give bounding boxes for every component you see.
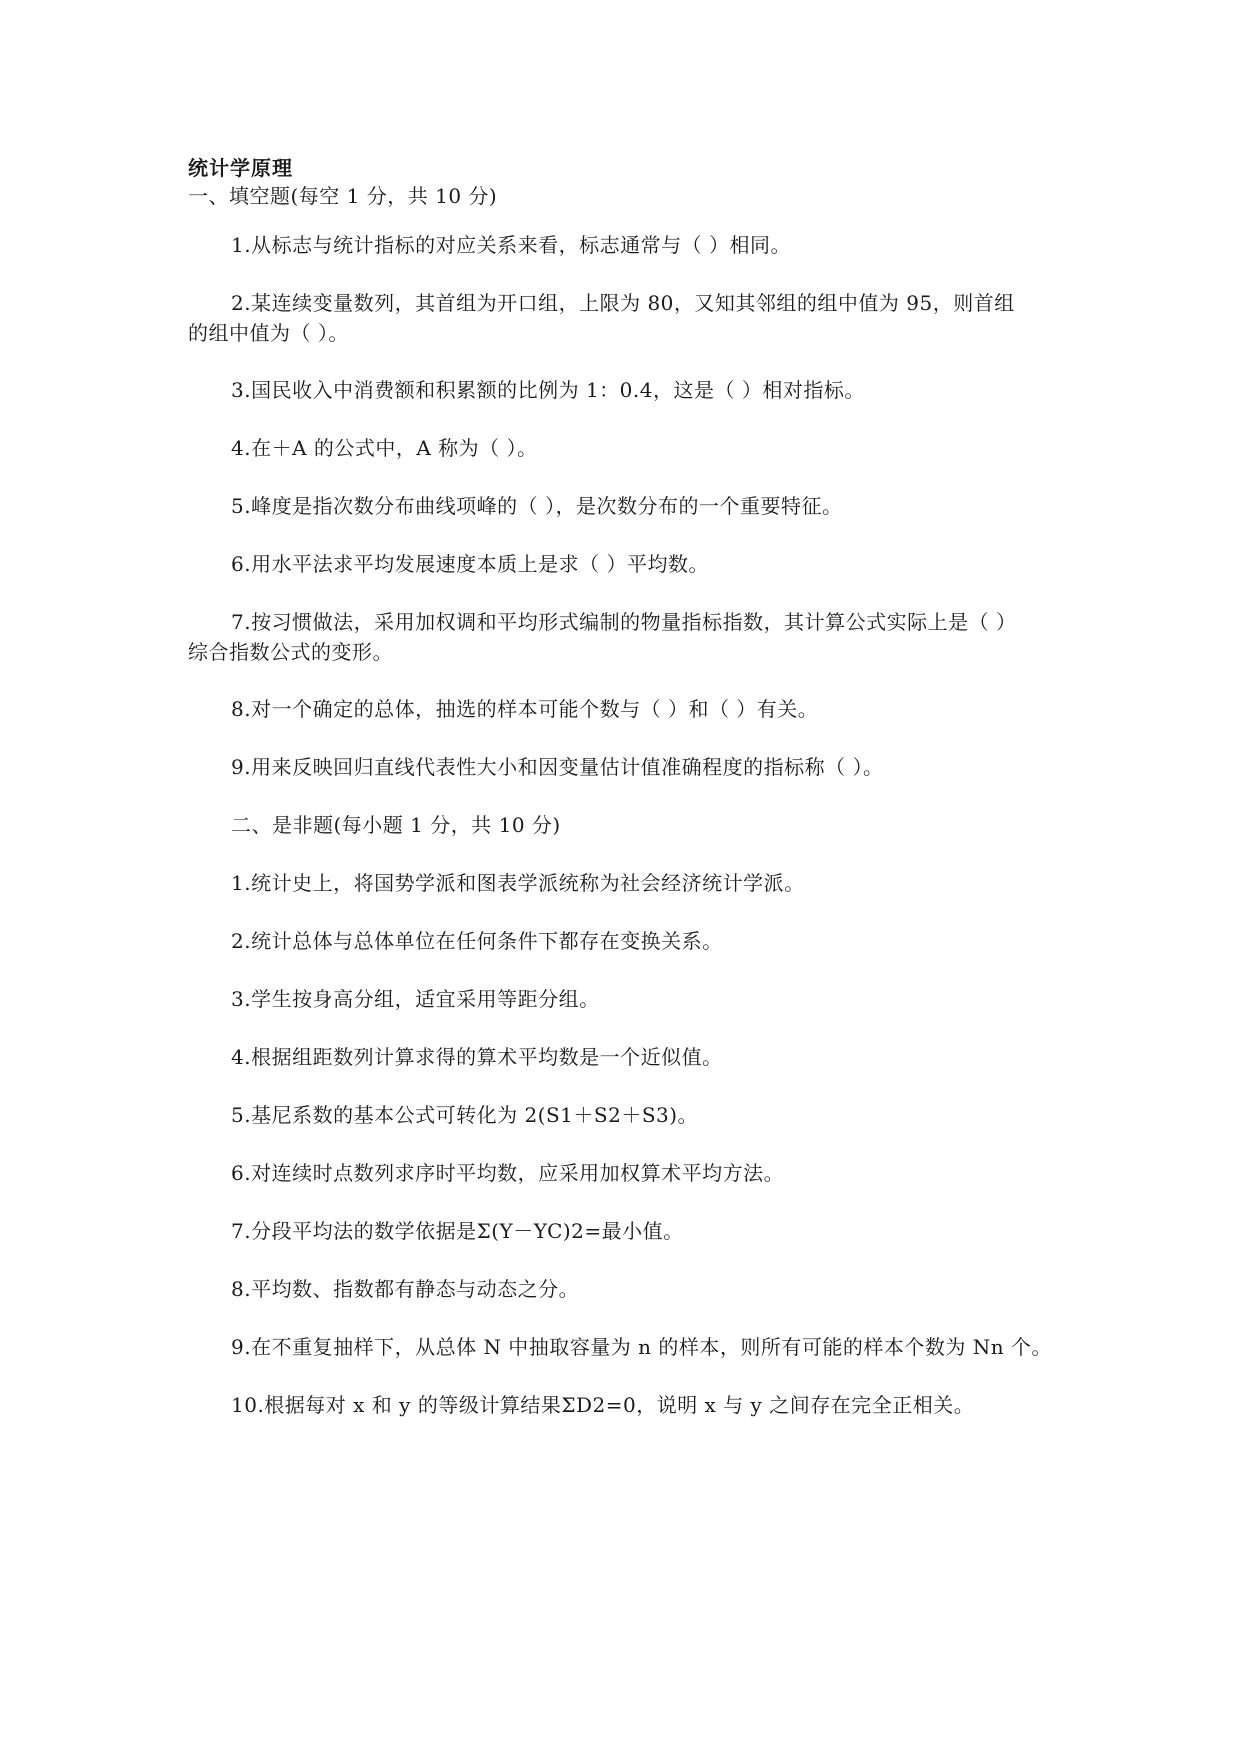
true-false-item-9: 9.在不重复抽样下，从总体 N 中抽取容量为 n 的样本，则所有可能的样本个数为 Nn 个。	[231, 1335, 1052, 1359]
true-false-item-7: 7.分段平均法的数学依据是Σ(Y－YC)2=最小值。	[231, 1219, 684, 1243]
fill-blank-item-9: 9.用来反映回归直线代表性大小和因变量估计值准确程度的指标称（ ）。	[231, 755, 884, 779]
fill-blank-item-6: 6.用水平法求平均发展速度本质上是求（ ）平均数。	[231, 552, 709, 576]
true-false-item-6: 6.对连续时点数列求序时平均数，应采用加权算术平均方法。	[231, 1161, 785, 1185]
true-false-item-4: 4.根据组距数列计算求得的算术平均数是一个近似值。	[231, 1045, 723, 1069]
true-false-item-8: 8.平均数、指数都有静态与动态之分。	[231, 1277, 580, 1301]
section1-heading: 一、填空题(每空 1 分，共 10 分)	[188, 184, 498, 208]
fill-blank-item-1: 1.从标志与统计指标的对应关系来看，标志通常与（ ）相同。	[231, 233, 791, 257]
true-false-item-10: 10.根据每对 x 和 y 的等级计算结果ΣD2=0，说明 x 与 y 之间存在完全正相关。	[231, 1393, 975, 1417]
fill-blank-item-4: 4.在＋A 的公式中，A 称为（ ）。	[231, 436, 538, 460]
true-false-item-3: 3.学生按身高分组，适宜采用等距分组。	[231, 987, 600, 1011]
true-false-item-1: 1.统计史上，将国势学派和图表学派统称为社会经济统计学派。	[231, 871, 805, 895]
fill-blank-item-2: 2.某连续变量数列，其首组为开口组，上限为 80，又知其邻组的组中值为 95，则首组	[231, 291, 1015, 315]
fill-blank-item-7: 7.按习惯做法，采用加权调和平均形式编制的物量指标指数，其计算公式实际上是（ ）	[231, 610, 1017, 634]
true-false-item-2: 2.统计总体与总体单位在任何条件下都存在变换关系。	[231, 929, 723, 953]
fill-blank-item-7-cont: 综合指数公式的变形。	[188, 640, 393, 664]
true-false-item-5: 5.基尼系数的基本公式可转化为 2(S1＋S2＋S3)。	[231, 1103, 699, 1127]
fill-blank-item-3: 3.国民收入中消费额和积累额的比例为 1：0.4，这是（ ）相对指标。	[231, 378, 865, 402]
document-title: 统计学原理	[188, 156, 293, 180]
fill-blank-item-2-cont: 的组中值为（ ）。	[188, 321, 349, 345]
fill-blank-item-5: 5.峰度是指次数分布曲线项峰的（ ），是次数分布的一个重要特征。	[231, 494, 843, 518]
fill-blank-item-8: 8.对一个确定的总体，抽选的样本可能个数与（ ）和（ ）有关。	[231, 697, 819, 721]
section2-heading: 二、是非题(每小题 1 分，共 10 分)	[231, 813, 561, 837]
